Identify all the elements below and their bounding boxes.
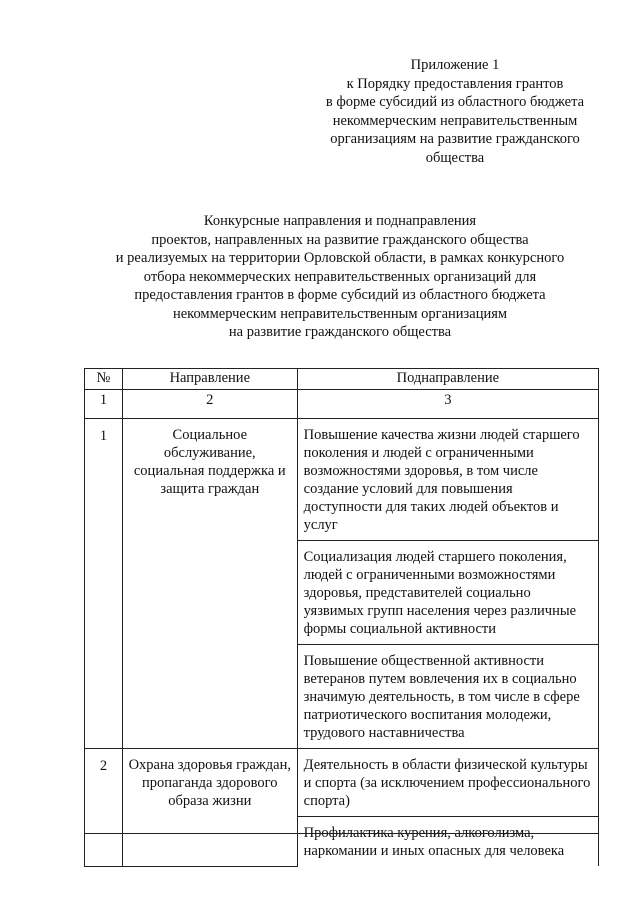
directions-table [84,368,599,867]
appendix-line: к Порядку предоставления грантов [346,75,564,92]
row-number: 1 [85,419,123,749]
table-bottom-border [84,833,599,834]
title-line: и реализуемых на территории Орловской области, в рамках конкурсного [115,250,565,266]
row-subdirection: Повышение качества жизни людей старшего поколения и людей с ограниченными возможностями здоровья, в том числе создание условий для повышения доступности для таких людей объектов и услуг [297,419,598,541]
row-subdirection: Повышение общественной активности ветеранов путем вовлечения их в социально значимую деятельность, в том числе в сфере патриотического воспитания молодежи, трудового наставничества [297,645,598,749]
row-subdirection: Деятельность в области физической культуры и спорта (за исключением профессионального спорта) [297,749,598,817]
row-subdirection: Социализация людей старшего поколения, людей с ограниченными возможностями здоровья, представителей социально уязвимых групп населения через различные формы социальной активности [297,541,598,645]
title-line: на развитие гражданского общества [228,324,452,340]
table-row [85,749,599,817]
row-direction: Социальное обслуживание, социальная поддержка и защита граждан [122,419,297,749]
appendix-line: общества [425,149,485,166]
title-line: Конкурсные направления и поднаправления [203,213,477,229]
row-subdirection: Профилактика курения, алкоголизма, наркомании и иных опасных для человека [297,817,598,867]
column-number: 2 [122,390,297,419]
appendix-heading [300,56,610,167]
appendix-line: в форме субсидий из областного бюджета [325,94,585,110]
header-direction: Направление [122,369,297,390]
title-line: проектов, направленных на развитие гражданского общества [151,231,529,248]
appendix-line: некоммерческим неправительственным [332,112,578,129]
row-number: 2 [85,749,123,867]
table-row [85,419,599,541]
column-number: 3 [297,390,598,419]
document-title [70,212,610,342]
table-header-row [85,369,599,390]
column-number: 1 [85,390,123,419]
header-subdirection: Поднаправление [297,369,598,390]
header-number: № [85,369,123,390]
title-line: предоставления грантов в форме субсидий из областного бюджета [134,287,546,303]
appendix-line: организациям на развитие гражданского [330,131,580,147]
title-line: некоммерческим неправительственным организациям [172,305,508,322]
title-line: отбора некоммерческих неправительственных организаций для [143,268,537,285]
column-number-row [85,390,599,419]
row-direction: Охрана здоровья граждан, пропаганда здорового образа жизни [122,749,297,867]
appendix-line: Приложение 1 [410,57,500,73]
